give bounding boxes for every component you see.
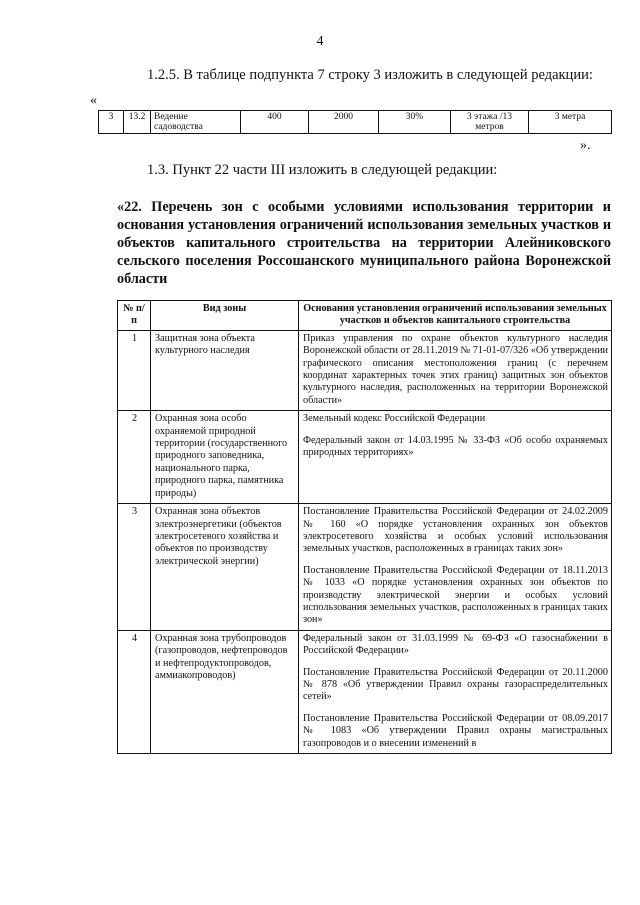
basis-paragraph: Федеральный закон от 14.03.1995 № 33-ФЗ «Об особо охраняемых природных территориях» (303, 434, 608, 459)
amend-cell-row: 3 (99, 111, 124, 134)
amend-cell-code: 13.2 (124, 111, 151, 134)
table-row (118, 411, 612, 504)
quote-close: ». (580, 138, 591, 153)
basis-paragraph: Федеральный закон от 31.03.1999 № 69-ФЗ «О газоснабжении в Российской Федерации» (303, 632, 608, 657)
basis-paragraph: Постановление Правительства Российской Федерации от 18.11.2013 № 1033 «О порядке установления охранных зон объектов по производству электрической энергии и особых условий использования земельных участков, расположенных в границах таких зон» (303, 564, 608, 626)
amend-cell-setback: 3 метра (529, 111, 612, 134)
amend-cell-percent: 30% (379, 111, 451, 134)
table-row (118, 630, 612, 753)
section-heading: «22. Перечень зон с особыми условиями использования территории и основания установления ограничений использования земельных участков и объектов капитального строительства на территории Алейниковского сельского поселения Россошанского муниципального района Воронежской области (117, 199, 611, 287)
row-number: 4 (118, 630, 151, 753)
basis-cell (299, 330, 612, 410)
header-basis: Основания установления ограничений использования земельных участков и объектов капитального строительства (299, 301, 612, 331)
basis-paragraph: Постановление Правительства Российской Федерации от 20.11.2000 № 878 «Об утверждении Правил охраны газораспределительных сетей» (303, 666, 608, 703)
zone-name: Охранная зона объектов электроэнергетики (объектов электросетевого хозяйства и объектов по производству электрической энергии) (151, 504, 299, 631)
zone-name: Охранная зона особо охраняемой природной территории (государственного природного заповедника, национального парка, природного парка, памятника природы) (151, 411, 299, 504)
basis-paragraph: Постановление Правительства Российской Федерации от 08.09.2017 № 1083 «Об утверждении Правил охраны магистральных газопроводов и о внесении изменений в (303, 712, 608, 749)
zone-name: Защитная зона объекта культурного наследия (151, 330, 299, 410)
zone-name: Охранная зона трубопроводов (газопроводов, нефтепроводов и нефтепродуктопроводов, аммиакопроводов) (151, 630, 299, 753)
basis-paragraph: Земельный кодекс Российской Федерации (303, 413, 486, 425)
zones-table (117, 300, 612, 754)
basis-cell (299, 411, 612, 504)
amend-cell-min: 400 (241, 111, 309, 134)
page-number: 4 (316, 34, 324, 49)
row-number: 2 (118, 411, 151, 504)
basis-cell (299, 630, 612, 753)
row-number: 3 (118, 504, 151, 631)
basis-paragraph: Постановление Правительства Российской Федерации от 24.02.2009 № 160 «О порядке установления охранных зон объектов электросетевого хозяйства и особых условий использования земельных участков, расположенных в границах таких зон» (303, 506, 608, 555)
item-1-2-5-text: 1.2.5. В таблице подпункта 7 строку 3 изложить в следующей редакции: (147, 67, 593, 83)
basis-cell (299, 504, 612, 631)
amend-cell-use: Ведение садоводства (151, 111, 241, 134)
header-zone-type: Вид зоны (151, 301, 299, 331)
amend-cell-max: 2000 (309, 111, 379, 134)
quote-open: « (90, 93, 97, 108)
amendment-table (98, 110, 612, 134)
table-header-row (118, 301, 612, 331)
basis-paragraph: Приказ управления по охране объектов культурного наследия Воронежской области от 28.11.2019 № 71-01-07/326 «Об утверждении графического описания местоположения границ (с перечнем координат характерных точек этих границ) защитных зон объектов культурного наследия, расположенных на территории Воронежской области» (303, 332, 608, 406)
table-row (118, 504, 612, 631)
item-1-3-text: 1.3. Пункт 22 части III изложить в следующей редакции: (147, 162, 498, 178)
table-row (99, 111, 612, 134)
row-number: 1 (118, 330, 151, 410)
table-row (118, 330, 612, 410)
header-number: № п/п (118, 301, 151, 331)
amend-cell-floors: 3 этажа /13 метров (451, 111, 529, 134)
